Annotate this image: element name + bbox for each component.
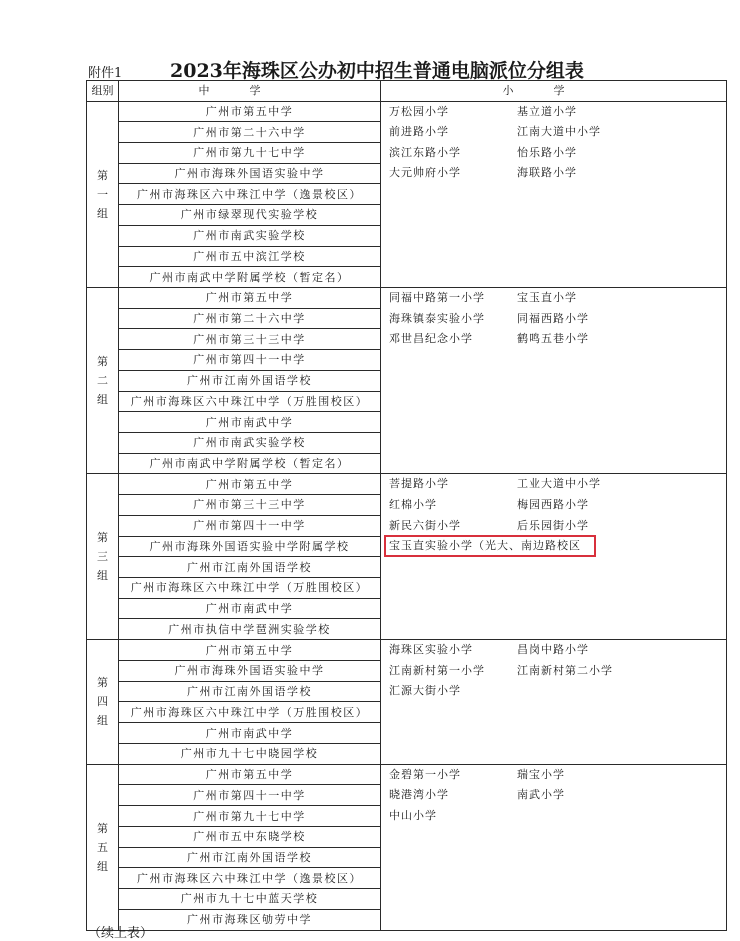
- middle-school-cell: 广州市第五中学: [119, 640, 381, 661]
- group-label-char: 组: [97, 393, 108, 407]
- group-label-char: 三: [97, 550, 108, 564]
- group-label-char: 第: [97, 168, 108, 182]
- primary-school-name: 鹤鸣五巷小学: [517, 332, 589, 346]
- primary-schools-cell: [381, 474, 727, 640]
- middle-school-cell: 广州市江南外国语学校: [119, 370, 381, 391]
- middle-school-cell: 广州市海珠区劬劳中学: [119, 909, 381, 930]
- primary-school-name: 大元帅府小学: [389, 166, 461, 180]
- middle-school-cell: 广州市第二十六中学: [119, 122, 381, 143]
- middle-school-cell: 广州市绿翠现代实验学校: [119, 205, 381, 226]
- primary-school-name: 宝玉直实验小学（光大、南边路校区: [389, 539, 581, 553]
- table-row: [87, 474, 727, 495]
- group-label-char: 第: [97, 531, 108, 545]
- primary-school-name: 同福中路第一小学: [389, 290, 485, 304]
- middle-school-cell: 广州市南武实验学校: [119, 432, 381, 453]
- primary-school-name: 红棉小学: [389, 497, 437, 511]
- group-label-char: 二: [97, 374, 108, 388]
- primary-school-name: 菩提路小学: [389, 477, 449, 491]
- middle-school-cell: 广州市海珠区六中珠江中学（万胜围校区）: [119, 702, 381, 723]
- middle-school-cell: 广州市九十七中晓园学校: [119, 744, 381, 765]
- middle-school-cell: 广州市南武中学: [119, 723, 381, 744]
- primary-school-name: 工业大道中小学: [517, 477, 601, 491]
- primary-school-name: 万松园小学: [389, 104, 449, 118]
- table-row: [87, 764, 727, 785]
- middle-school-cell: 广州市第五中学: [119, 474, 381, 495]
- middle-school-cell: 广州市南武中学附属学校（暂定名）: [119, 267, 381, 288]
- primary-school-name: 汇源大街小学: [389, 684, 461, 698]
- primary-school-name: 海联路小学: [517, 166, 577, 180]
- middle-school-cell: 广州市第九十七中学: [119, 143, 381, 164]
- middle-school-cell: 广州市九十七中蓝天学校: [119, 889, 381, 910]
- primary-school-name: 后乐园街小学: [517, 518, 589, 532]
- middle-school-cell: 广州市海珠区六中珠江中学（万胜围校区）: [119, 577, 381, 598]
- primary-school-name: 中山小学: [389, 808, 437, 822]
- middle-school-cell: 广州市第三十三中学: [119, 329, 381, 350]
- primary-school-name: 基立道小学: [517, 104, 577, 118]
- attachment-label: 附件1: [88, 66, 123, 81]
- page-title: 2023年海珠区公办初中招生普通电脑派位分组表: [170, 60, 584, 82]
- middle-school-cell: 广州市第九十七中学: [119, 806, 381, 827]
- middle-school-cell: 广州市江南外国语学校: [119, 681, 381, 702]
- group-label-char: 组: [97, 569, 108, 583]
- grouping-table: [86, 80, 727, 931]
- primary-schools-cell: [381, 287, 727, 473]
- table-header-row: [87, 81, 727, 102]
- header-middle-school: 中学: [119, 81, 381, 102]
- primary-school-name: 江南大道中小学: [517, 125, 601, 139]
- header-group: 组别: [87, 81, 119, 102]
- group-label-char: 五: [97, 840, 108, 854]
- middle-school-cell: 广州市第四十一中学: [119, 785, 381, 806]
- primary-school-name: 滨江东路小学: [389, 145, 461, 159]
- middle-school-cell: 广州市江南外国语学校: [119, 557, 381, 578]
- middle-school-cell: 广州市南武实验学校: [119, 225, 381, 246]
- primary-school-name: 海珠镇泰实验小学: [389, 311, 485, 325]
- group-label: [87, 474, 119, 640]
- middle-school-cell: 广州市南武中学: [119, 598, 381, 619]
- middle-school-cell: 广州市海珠外国语实验中学: [119, 163, 381, 184]
- middle-school-cell: 广州市第五中学: [119, 101, 381, 122]
- middle-school-cell: 广州市南武中学附属学校（暂定名）: [119, 453, 381, 474]
- middle-school-cell: 广州市五中滨江学校: [119, 246, 381, 267]
- primary-school-name: 前进路小学: [389, 125, 449, 139]
- primary-school-name: 金碧第一小学: [389, 767, 461, 781]
- group-label-char: 组: [97, 714, 108, 728]
- group-label-char: 第: [97, 676, 108, 690]
- table-row: [87, 101, 727, 122]
- middle-school-cell: 广州市第四十一中学: [119, 515, 381, 536]
- middle-school-cell: 广州市海珠外国语实验中学: [119, 660, 381, 681]
- group-label-char: 组: [97, 206, 108, 220]
- table-row: [87, 287, 727, 308]
- middle-school-cell: 广州市江南外国语学校: [119, 847, 381, 868]
- primary-school-name: 宝玉直小学: [517, 290, 577, 304]
- primary-school-name: 南武小学: [517, 788, 565, 802]
- middle-school-cell: 广州市南武中学: [119, 412, 381, 433]
- middle-school-cell: 广州市执信中学琶洲实验学校: [119, 619, 381, 640]
- header-row: [88, 56, 728, 82]
- header-primary-school: 小学: [381, 81, 727, 102]
- primary-school-name: 同福西路小学: [517, 311, 589, 325]
- middle-school-cell: 广州市五中东晓学校: [119, 826, 381, 847]
- primary-schools-cell: [381, 764, 727, 930]
- primary-school-name: 江南新村第一小学: [389, 663, 485, 677]
- group-label: [87, 287, 119, 473]
- footer-note: （续上表）: [88, 926, 154, 941]
- group-label-char: 组: [97, 859, 108, 873]
- group-label-char: 第: [97, 821, 108, 835]
- middle-school-cell: 广州市第三十三中学: [119, 495, 381, 516]
- middle-school-cell: 广州市海珠外国语实验中学附属学校: [119, 536, 381, 557]
- middle-school-cell: 广州市第五中学: [119, 287, 381, 308]
- middle-school-cell: 广州市海珠区六中珠江中学（逸景校区）: [119, 184, 381, 205]
- primary-school-name: 瑞宝小学: [517, 767, 565, 781]
- middle-school-cell: 广州市第五中学: [119, 764, 381, 785]
- primary-school-name: 怡乐路小学: [517, 145, 577, 159]
- highlight-box: [384, 535, 596, 557]
- primary-school-name: 江南新村第二小学: [517, 663, 613, 677]
- primary-schools-cell: [381, 101, 727, 287]
- group-label-char: 第: [97, 355, 108, 369]
- middle-school-cell: 广州市海珠区六中珠江中学（逸景校区）: [119, 868, 381, 889]
- group-label: [87, 640, 119, 765]
- middle-school-cell: 广州市第四十一中学: [119, 350, 381, 371]
- primary-school-name: 梅园西路小学: [517, 497, 589, 511]
- group-label: [87, 101, 119, 287]
- primary-school-name: 晓港湾小学: [389, 788, 449, 802]
- primary-school-name: 昌岗中路小学: [517, 643, 589, 657]
- primary-school-name: 新民六街小学: [389, 518, 461, 532]
- table-row: [87, 640, 727, 661]
- middle-school-cell: 广州市海珠区六中珠江中学（万胜围校区）: [119, 391, 381, 412]
- primary-school-name: 海珠区实验小学: [389, 643, 473, 657]
- primary-school-name: 邓世昌纪念小学: [389, 332, 473, 346]
- group-label-char: 一: [97, 187, 108, 201]
- middle-school-cell: 广州市第二十六中学: [119, 308, 381, 329]
- primary-schools-cell: [381, 640, 727, 765]
- group-label-char: 四: [97, 695, 108, 709]
- group-label: [87, 764, 119, 930]
